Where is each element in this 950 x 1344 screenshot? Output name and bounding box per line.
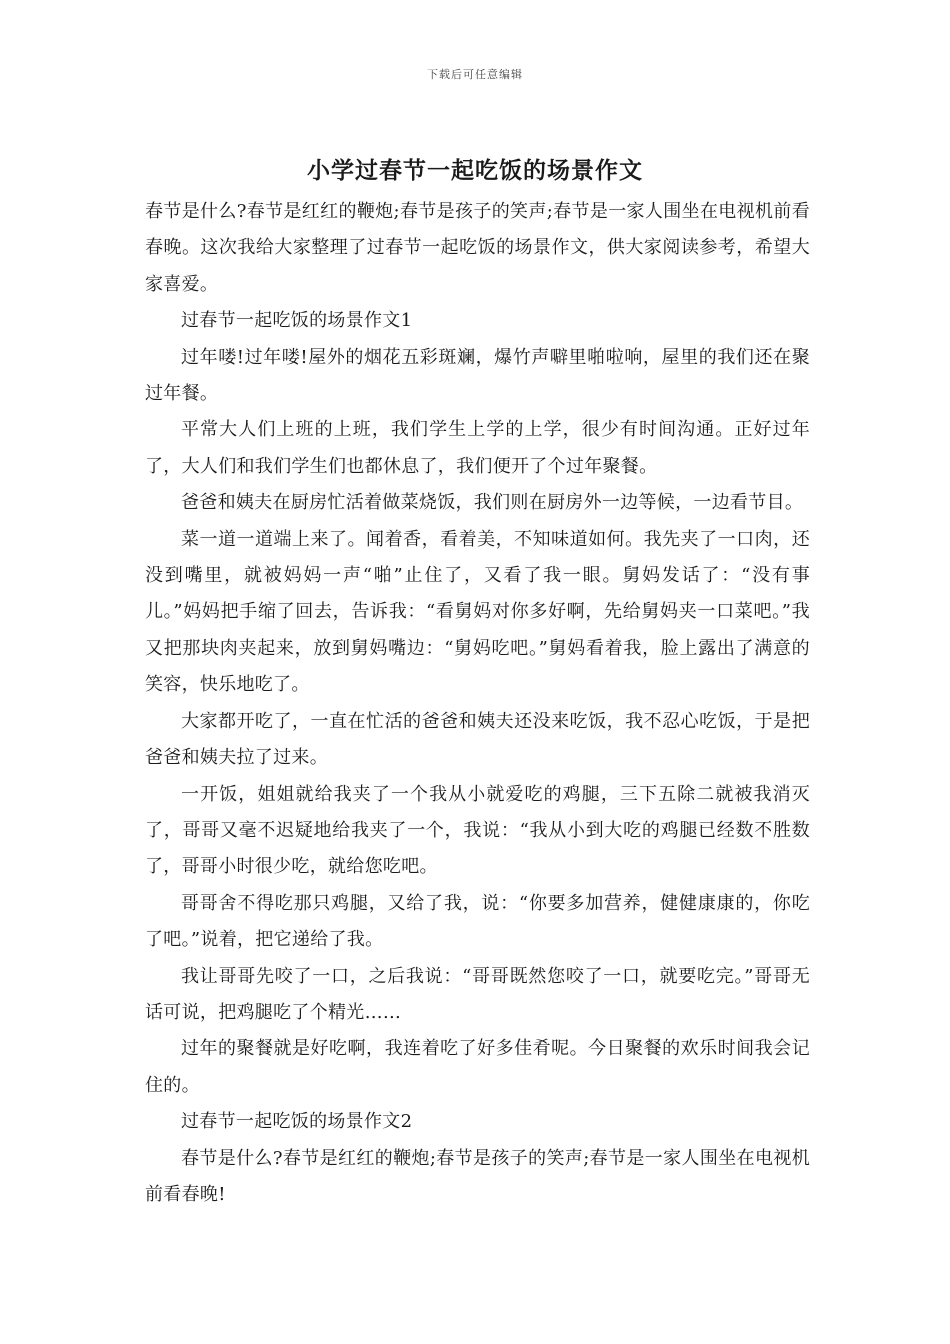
document-body — [145, 194, 810, 1213]
section-heading-2: 过春节一起吃饭的场景作文2 — [181, 1111, 413, 1133]
paragraph: 平常大人们上班的上班，我们学生上学的上学，很少有时间沟通。正好过年了，大人们和我们学生们也都休息了，我们便开了个过年聚餐。 — [145, 419, 810, 477]
paragraph: 哥哥舍不得吃那只鸡腿，又给了我，说：“你要多加营养，健健康康的，你吃了吧。”说着，把它递给了我。 — [145, 892, 810, 951]
paragraph: 我让哥哥先咬了一口，之后我说：“哥哥既然您咬了一口，就要吃完。”哥哥无话可说，把鸡腿吃了个精光…… — [145, 965, 810, 1023]
paragraph: 过年的聚餐就是好吃啊，我连着吃了好多佳肴呢。今日聚餐的欢乐时间我会记住的。 — [145, 1038, 810, 1096]
paragraph: 一开饭，姐姐就给我夹了一个我从小就爱吃的鸡腿，三下五除二就被我消灭了，哥哥又毫不迟疑地给我夹了一个，我说：“我从小到大吃的鸡腿已经数不胜数了，哥哥小时很少吃，就给您吃吧。 — [145, 783, 810, 878]
paragraph: 大家都开吃了，一直在忙活的爸爸和姨夫还没来吃饭，我不忍心吃饭，于是把爸爸和姨夫拉了过来。 — [145, 710, 810, 769]
section-heading-1: 过春节一起吃饭的场景作文1 — [181, 310, 413, 332]
paragraph: 菜一道一道端上来了。闻着香，看着美，不知味道如何。我先夹了一口肉，还没到嘴里，就被妈妈一声“啪”止住了，又看了我一眼。舅妈发话了：“没有事儿。”妈妈把手缩了回去，告诉我：“看舅妈对你多好啊，先给舅妈夹一口菜吧。”我又把那块肉夹起来，放到舅妈嘴边：“舅妈吃吧。”舅妈看着我，脸上露出了满意的笑容，快乐地吃了。 — [145, 528, 810, 696]
paragraph: 过年喽!过年喽!屋外的烟花五彩斑斓，爆竹声噼里啪啦响，屋里的我们还在聚过年餐。 — [145, 346, 810, 405]
intro-paragraph: 春节是什么?春节是红红的鞭炮;春节是孩子的笑声;春节是一家人围坐在电视机前看春晚。这次我给大家整理了过春节一起吃饭的场景作文，供大家阅读参考，希望大家喜爱。 — [145, 201, 810, 295]
paragraph: 爸爸和姨夫在厨房忙活着做菜烧饭，我们则在厨房外一边等候，一边看节目。 — [181, 492, 804, 514]
document-title: 小学过春节一起吃饭的场景作文 — [307, 157, 643, 184]
header-note: 下载后可任意编辑 — [427, 68, 523, 81]
paragraph: 春节是什么?春节是红红的鞭炮;春节是孩子的笑声;春节是一家人围坐在电视机前看春晚! — [145, 1147, 810, 1205]
